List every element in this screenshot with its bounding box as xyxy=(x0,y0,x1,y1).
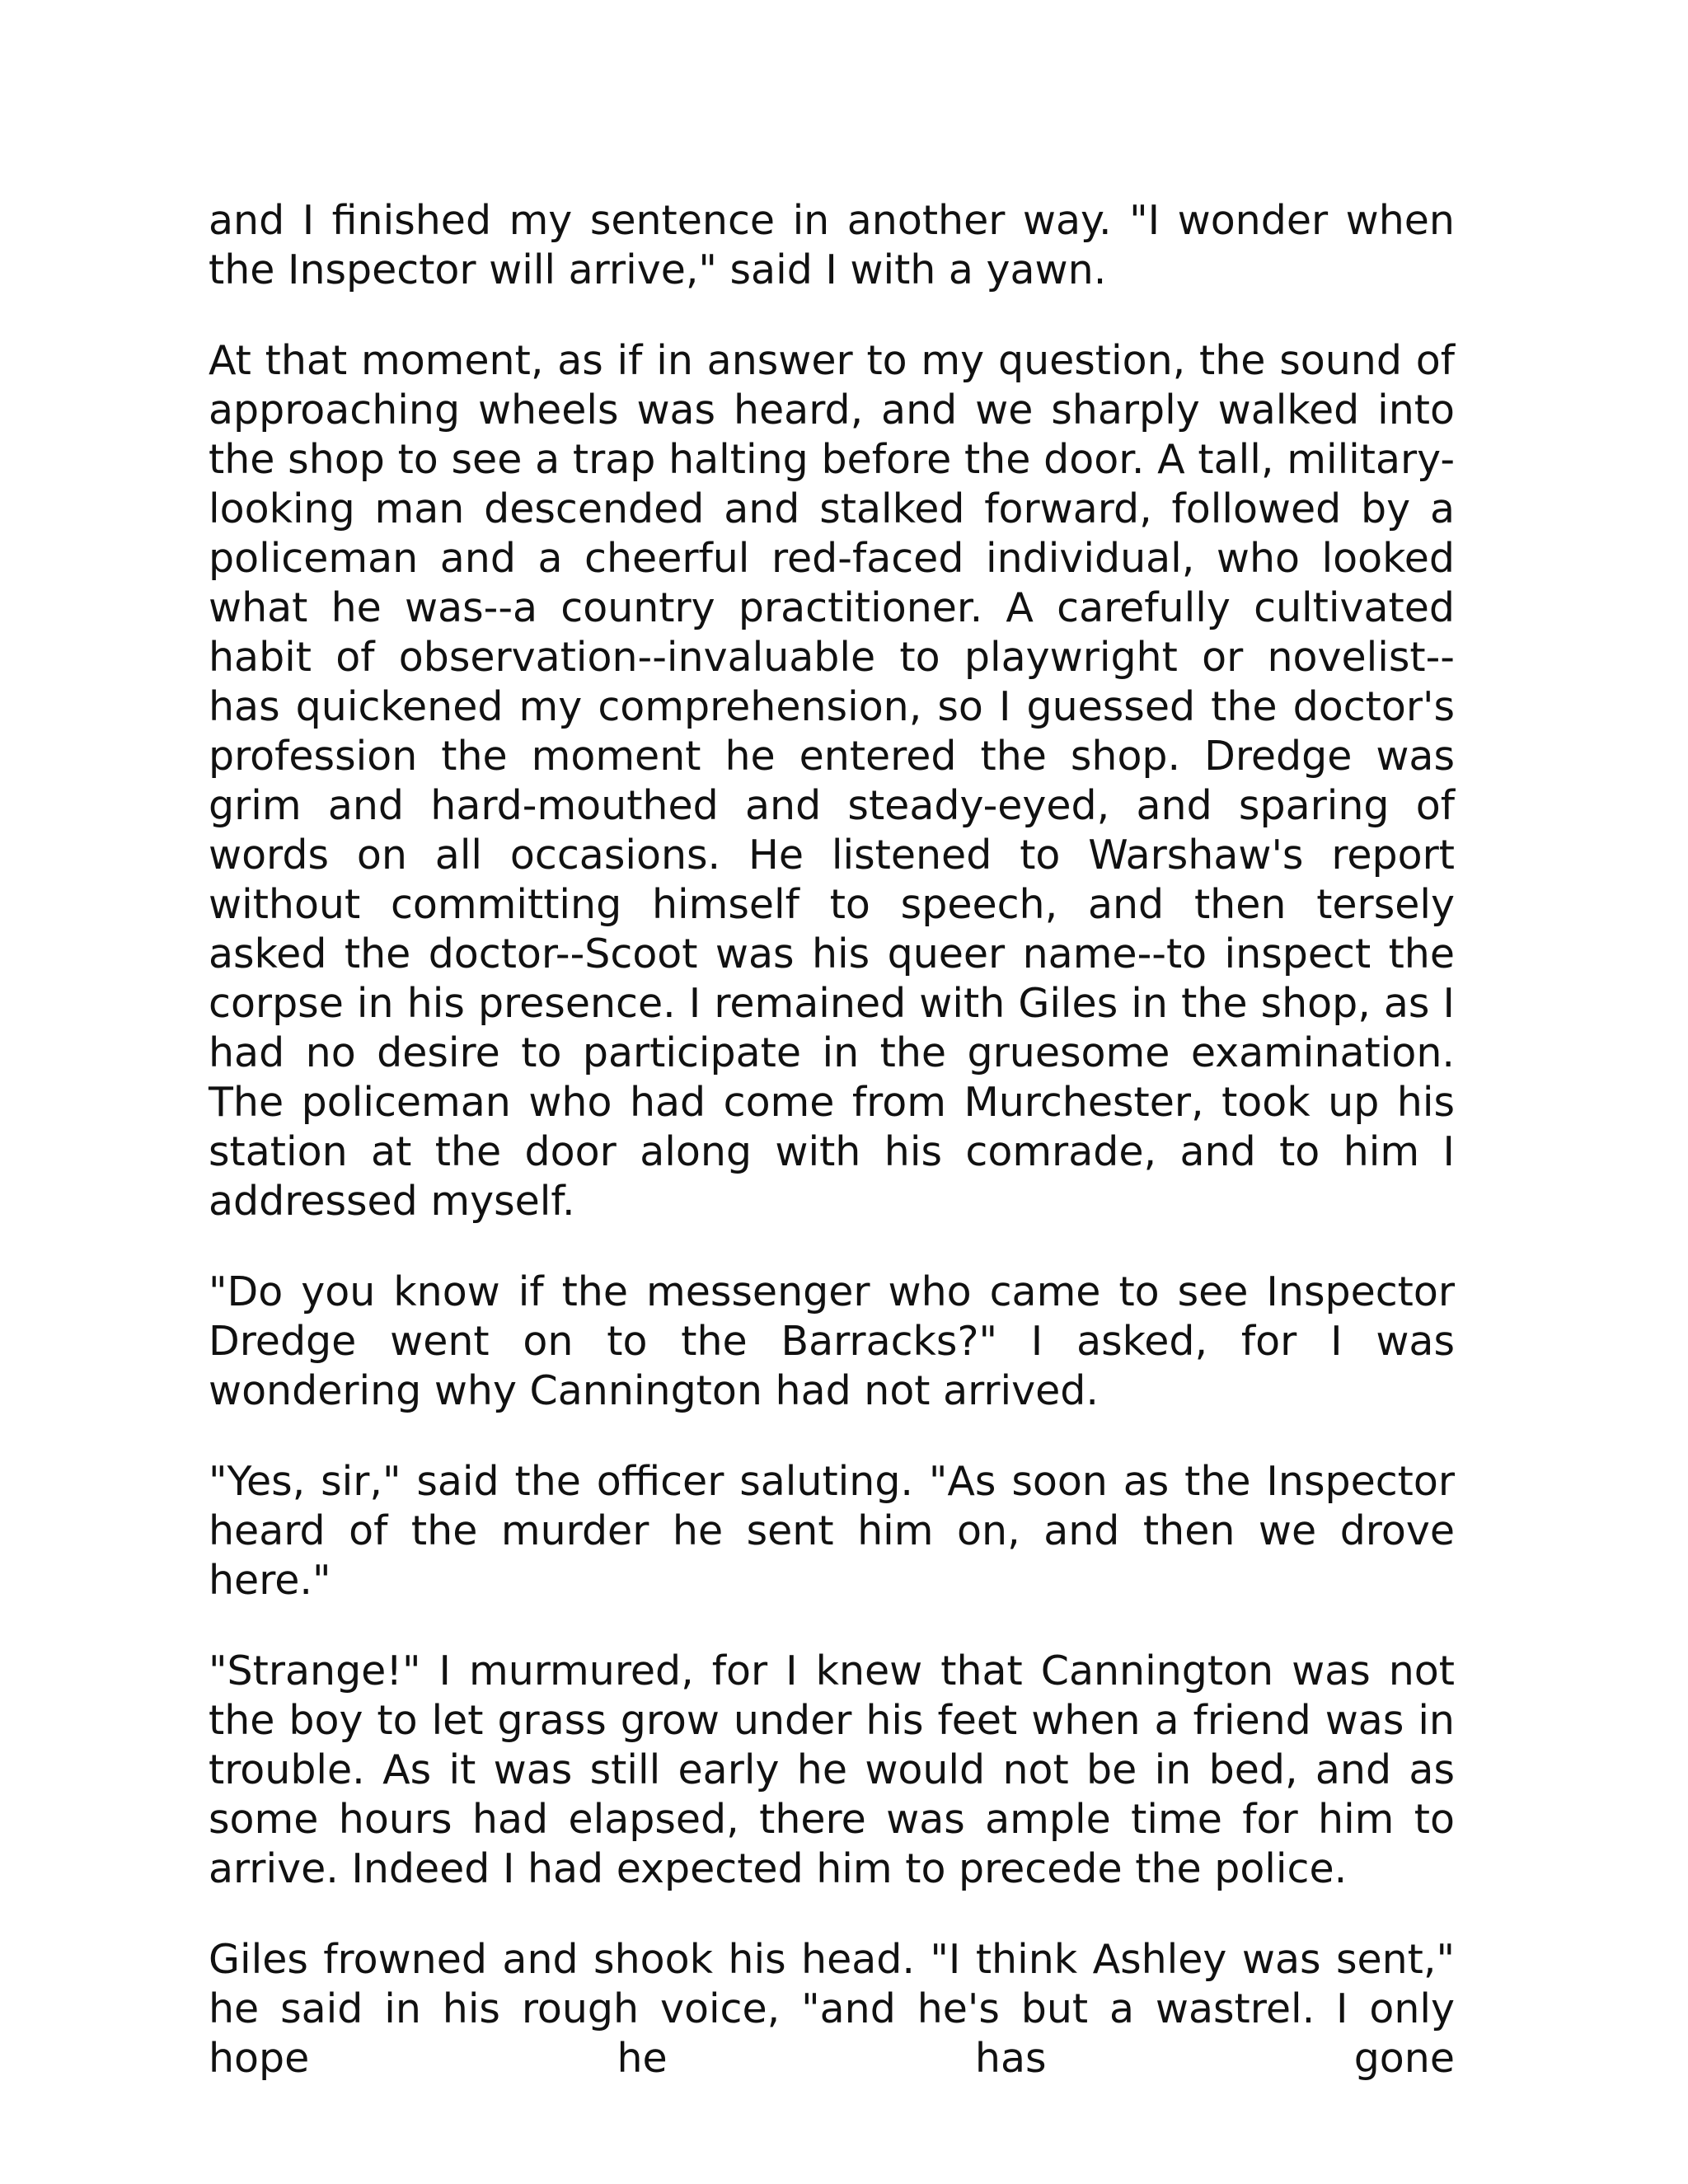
paragraph-1: and I finished my sentence in another way. "I wonder when the Inspector will arrive," said I with a yawn. xyxy=(209,197,1455,293)
paragraph-4: "Yes, sir," said the officer saluting. "As soon as the Inspector heard of the murder he sent him on, and then we drove here." xyxy=(209,1458,1455,1604)
paragraph-6: Giles frowned and shook his head. "I think Ashley was sent," he said in his rough voice, "and he's but a wastrel. I only hope he has gone xyxy=(209,1936,1455,2082)
paragraph-5: "Strange!" I murmured, for I knew that Cannington was not the boy to let grass grow under his feet when a friend was in trouble. As it was still early he would not be in bed, and as some hours had elapsed, there was ample time for him to arrive. Indeed I had expected him to precede the police. xyxy=(209,1647,1455,1892)
paragraph-2: At that moment, as if in answer to my question, the sound of approaching wheels was heard, and we sharply walked into the shop to see a trap halting before the door. A tall, military-looking man descended and stalked forward, followed by a policeman and a cheerful red-faced individual, who looked what he was--a country practitioner. A carefully cultivated habit of observation--invaluable to playwright or novelist--has quickened my comprehension, so I guessed the doctor's profession the moment he entered the shop. Dredge was grim and hard-mouthed and steady-eyed, and sparing of words on all occasions. He listened to Warshaw's report without committing himself to speech, and then tersely asked the doctor--Scoot was his queer name--to inspect the corpse in his presence. I remained with Giles in the shop, as I had no desire to participate in the gruesome examination. The policeman who had come from Murchester, took up his station at the door along with his comrade, and to him I addressed myself. xyxy=(209,337,1455,1225)
document-page xyxy=(209,196,1455,2083)
paragraph-3: "Do you know if the messenger who came to see Inspector Dredge went on to the Barracks?" I asked, for I was wondering why Cannington had not arrived. xyxy=(209,1268,1455,1414)
